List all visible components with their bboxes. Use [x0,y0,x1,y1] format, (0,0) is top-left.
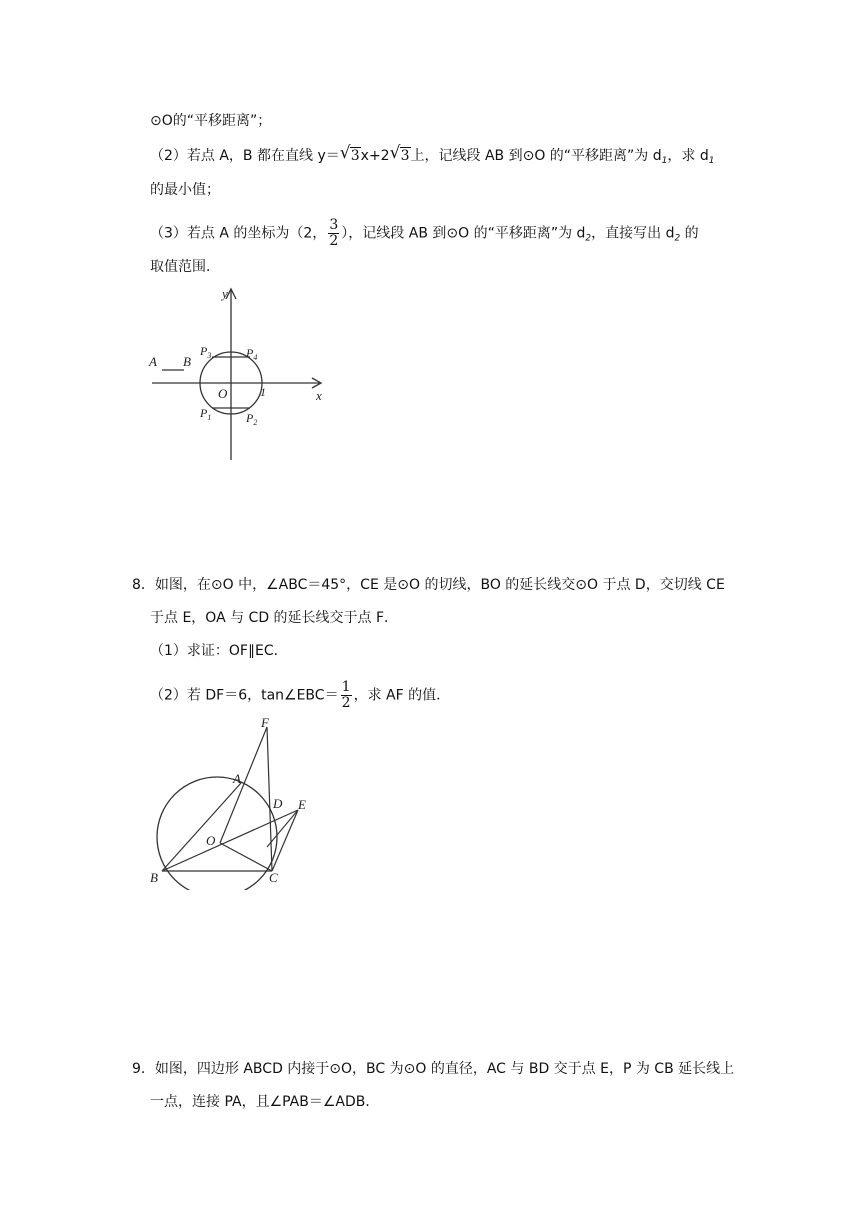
q8-line2: 于点 E，OA 与 CD 的延长线交于点 F． [150,610,399,626]
point-c-label: C [269,870,278,885]
x-axis-label: x [316,388,322,403]
point-a-label: A [233,771,241,786]
point-e-label: E [298,797,306,812]
origin-label: O [218,386,228,401]
point-b-label: B [150,870,158,885]
point-o-label: O [206,833,216,848]
q7-part2-line2: 的最小值； [150,182,220,198]
q7-part3-line2: 取值范围． [150,259,220,275]
q8-part1: （1）求证：OF∥EC． [150,643,288,659]
p4-label: $P_4$ [246,346,258,362]
q7-part2: （2）若点 A，B 都在直线 y＝√ 3x+2√ 3上，记线段 AB 到⊙O 的“平移距离”为 $d_1$，求 $d_1$ [150,146,714,171]
q7-coordinate-figure [140,280,340,470]
q7-line1: ⊙O的“平移距离”； [150,113,272,129]
y-axis-label: y [222,286,228,301]
unit-label: 1 [260,385,266,399]
point-f-label: F [261,715,269,730]
q8-line1: 8．如图，在⊙O 中，∠ABC＝45°，CE 是⊙O 的切线，BO 的延长线交⊙O 于点 D，交切线 CE [132,577,725,593]
q8-circle-figure [145,715,325,890]
q7-part3: （3）若点 A 的坐标为（2， $\frac{3}{2}$ ），记线段 AB 到⊙O 的“平移距离”为 $d_2$，直接写出 $d_2$ 的 [150,217,699,249]
q9-line2: 一点，连接 PA，且∠PAB＝∠ADB． [150,1094,380,1110]
p1-label: $P_1$ [200,406,212,422]
p2-label: $P_2$ [246,411,258,427]
q9-line1: 9．如图，四边形 ABCD 内接于⊙O，BC 为⊙O 的直径，AC 与 BD 交于点 E，P 为 CB 延长线上 [132,1061,735,1077]
q8-part2: （2）若 DF＝6，tan∠EBC＝ $\frac{1}{2}$ ，求 AF 的值． [150,679,451,711]
point-d-label: D [273,796,283,811]
point-a-label: A [149,354,157,369]
p3-label: $P_3$ [200,344,212,360]
point-b-label: B [183,354,191,369]
